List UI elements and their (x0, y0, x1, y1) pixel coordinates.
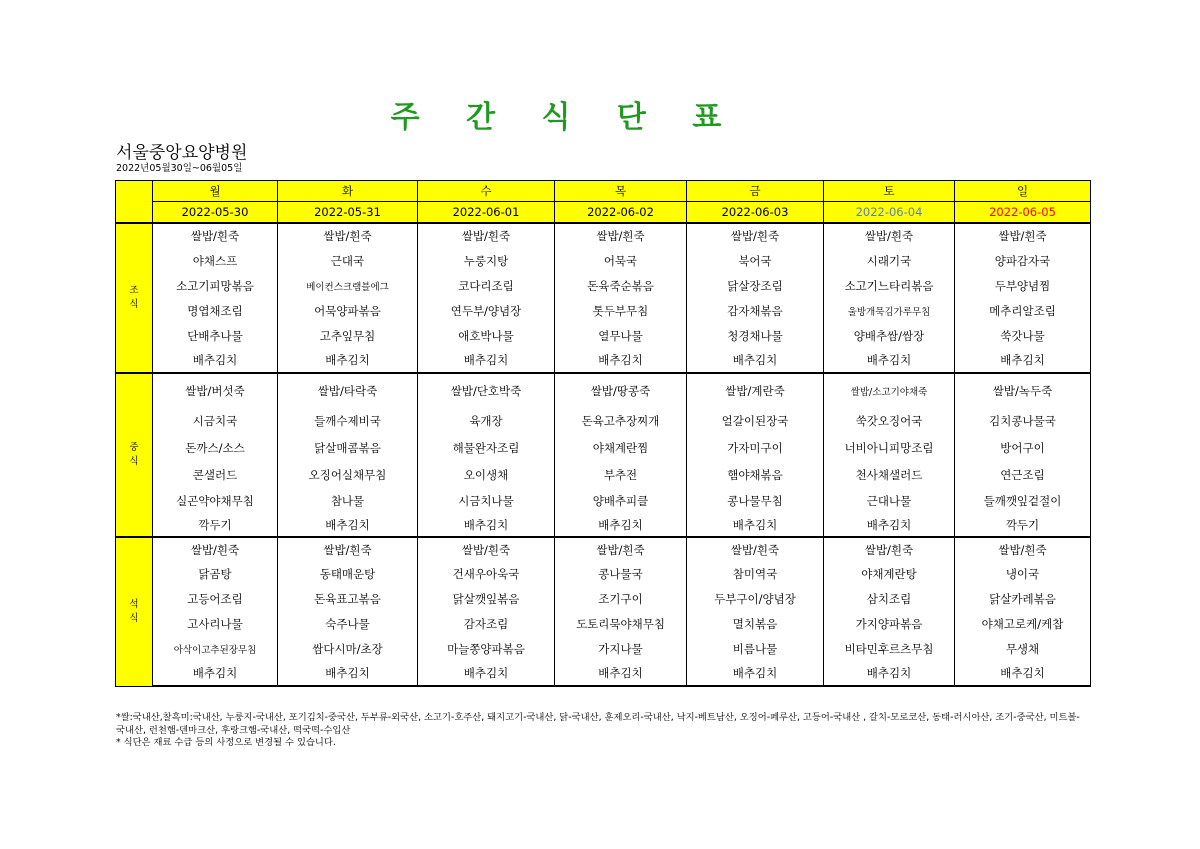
hospital-name: 서울중앙요양병원 (116, 143, 248, 163)
menu-item: 참나물 (278, 488, 418, 513)
date-header: 2022-06-05 (955, 202, 1091, 224)
menu-item: 조기구이 (555, 586, 687, 611)
dinner-row (116, 636, 1091, 661)
meal-label-char: 석 (129, 598, 139, 610)
page-title: 주 간 식 단 표 (390, 100, 740, 135)
day-header: 토 (824, 181, 955, 202)
menu-item: 연두부/양념장 (418, 298, 555, 323)
menu-item: 울방개묵김가루무침 (824, 298, 955, 323)
meal-label-char: 중 (129, 442, 139, 453)
meal-label-char: 식 (129, 456, 139, 467)
notes (116, 712, 1086, 750)
menu-item: 두부구이/양념장 (687, 586, 824, 611)
menu-item: 연근조림 (955, 461, 1091, 488)
menu-item: 톳두부무침 (555, 298, 687, 323)
day-header: 수 (418, 181, 555, 202)
menu-item: 단배추나물 (153, 323, 278, 348)
date-header: 2022-06-01 (418, 202, 555, 224)
date-header: 2022-05-31 (278, 202, 418, 224)
menu-item: 메추리알조림 (955, 298, 1091, 323)
menu-item: 햄야채볶음 (687, 461, 824, 488)
menu-item: 닭살매콤볶음 (278, 434, 418, 461)
menu-item: 육개장 (418, 407, 555, 434)
menu-item: 배추김치 (687, 661, 824, 686)
menu-item: 시금치나물 (418, 488, 555, 513)
lunch-row (116, 407, 1091, 434)
breakfast-row (116, 348, 1091, 373)
menu-item: 감자조림 (418, 611, 555, 636)
menu-item: 누룽지탕 (418, 248, 555, 273)
menu-item: 어묵양파볶음 (278, 298, 418, 323)
menu-item: 배추김치 (824, 661, 955, 686)
meal-label-char: 식 (129, 299, 139, 310)
menu-item: 동태매운탕 (278, 561, 418, 586)
menu-item: 근대국 (278, 248, 418, 273)
day-header: 화 (278, 181, 418, 202)
menu-item: 양배추피클 (555, 488, 687, 513)
menu-item: 쌀밥/흰죽 (555, 537, 687, 561)
menu-item: 쌀밥/흰죽 (955, 223, 1091, 248)
menu-item: 야채계란탕 (824, 561, 955, 586)
menu-item: 야채계란찜 (555, 434, 687, 461)
menu-item: 쌀밥/땅콩죽 (555, 373, 687, 407)
menu-item: 고추잎무침 (278, 323, 418, 348)
menu-item: 닭곰탕 (153, 561, 278, 586)
day-header: 금 (687, 181, 824, 202)
menu-item: 가지나물 (555, 636, 687, 661)
menu-item: 열무나물 (555, 323, 687, 348)
dinner-row (116, 611, 1091, 636)
menu-item: 숙주나물 (278, 611, 418, 636)
menu-item: 북어국 (687, 248, 824, 273)
menu-item: 시금치국 (153, 407, 278, 434)
meal-label-char: 조 (129, 285, 139, 296)
menu-item: 가자미구이 (687, 434, 824, 461)
day-header-row (116, 181, 1091, 202)
menu-item: 해물완자조림 (418, 434, 555, 461)
breakfast-label (116, 223, 153, 373)
menu-item: 배추김치 (278, 661, 418, 686)
menu-item: 아삭이고추된장무침 (153, 636, 278, 661)
menu-item: 쌀밥/흰죽 (824, 223, 955, 248)
menu-item: 쑥갓나물 (955, 323, 1091, 348)
header-corner (116, 202, 153, 224)
breakfast-row (116, 223, 1091, 248)
menu-item: 돈까스/소스 (153, 434, 278, 461)
menu-item: 닭살카레볶음 (955, 586, 1091, 611)
menu-item: 고등어조림 (153, 586, 278, 611)
menu-item: 방어구이 (955, 434, 1091, 461)
lunch-row (116, 461, 1091, 488)
date-header: 2022-06-02 (555, 202, 687, 224)
menu-item: 배추김치 (824, 513, 955, 537)
day-header: 목 (555, 181, 687, 202)
menu-item: 쌀밥/흰죽 (153, 537, 278, 561)
menu-item: 소고기피망볶음 (153, 273, 278, 298)
lunch-label (116, 373, 153, 537)
lunch-row (116, 488, 1091, 513)
menu-item: 배추김치 (687, 348, 824, 373)
menu-item: 베이컨스크램블에그 (278, 273, 418, 298)
dinner-row (116, 537, 1091, 561)
menu-item: 오이생채 (418, 461, 555, 488)
menu-item: 가지양파볶음 (824, 611, 955, 636)
menu-item: 애호박나물 (418, 323, 555, 348)
dinner-row (116, 586, 1091, 611)
menu-item: 시래기국 (824, 248, 955, 273)
dinner-label (116, 537, 153, 686)
menu-item: 냉이국 (955, 561, 1091, 586)
menu-item: 비름나물 (687, 636, 824, 661)
menu-item: 깍두기 (955, 513, 1091, 537)
menu-item: 부추전 (555, 461, 687, 488)
menu-item: 오징어실채무침 (278, 461, 418, 488)
menu-item: 배추김치 (418, 348, 555, 373)
menu-item: 콩나물국 (555, 561, 687, 586)
menu-item: 삼치조림 (824, 586, 955, 611)
menu-item: 쌀밥/흰죽 (687, 223, 824, 248)
date-header: 2022-06-04 (824, 202, 955, 224)
menu-item: 쌀밥/소고기야채죽 (824, 373, 955, 407)
lunch-row (116, 513, 1091, 537)
menu-item: 배추김치 (278, 513, 418, 537)
menu-item: 쌀밥/흰죽 (418, 537, 555, 561)
change-note: * 식단은 재료 수급 등의 사정으로 변경될 수 있습니다. (116, 737, 336, 748)
menu-item: 멸치볶음 (687, 611, 824, 636)
menu-item: 쌀밥/흰죽 (687, 537, 824, 561)
menu-item: 근대나물 (824, 488, 955, 513)
menu-item: 쌀밥/타락죽 (278, 373, 418, 407)
menu-item: 배추김치 (555, 513, 687, 537)
menu-item: 배추김치 (555, 661, 687, 686)
menu-item: 어묵국 (555, 248, 687, 273)
menu-item: 실곤약야채무침 (153, 488, 278, 513)
menu-item: 돈육고추장찌개 (555, 407, 687, 434)
header-corner (116, 181, 153, 202)
menu-item: 얼갈이된장국 (687, 407, 824, 434)
menu-item: 두부양념찜 (955, 273, 1091, 298)
breakfast-row (116, 323, 1091, 348)
menu-item: 콩나물무침 (687, 488, 824, 513)
menu-item: 참미역국 (687, 561, 824, 586)
breakfast-row (116, 248, 1091, 273)
menu-item: 쌀밥/흰죽 (418, 223, 555, 248)
menu-item: 쌀밥/흰죽 (153, 223, 278, 248)
menu-item: 깍두기 (153, 513, 278, 537)
date-header-row (116, 202, 1091, 224)
menu-item: 돈육표고볶음 (278, 586, 418, 611)
menu-item: 야채스프 (153, 248, 278, 273)
menu-item: 쌀밥/흰죽 (278, 537, 418, 561)
menu-item: 쌀밥/버섯죽 (153, 373, 278, 407)
menu-item: 돈육죽순볶음 (555, 273, 687, 298)
menu-item: 배추김치 (278, 348, 418, 373)
menu-item: 청경채나물 (687, 323, 824, 348)
dinner-row (116, 561, 1091, 586)
origin-note: *쌀:국내산,찰흑미:국내산, 누룽지-국내산, 포기김치-중국산, 두부류-외국산, 소고기-호주산, 돼지고기-국내산, 닭-국내산, 훈제오리-국내산, 낙지-베트남산, 오징어-페루산, 고등어-국내산 , 갈치-모로코산, 동태-러시아산, 조기-중국산, 미트볼-국내산, 런천햄-덴마크산, 후랑크햄-국내산, 떡국떡-수입산 (116, 712, 1080, 736)
day-header: 월 (153, 181, 278, 202)
breakfast-row (116, 298, 1091, 323)
menu-item: 쌀밥/녹두죽 (955, 373, 1091, 407)
menu-item: 쌀밥/계란죽 (687, 373, 824, 407)
menu-item: 쌀밥/흰죽 (555, 223, 687, 248)
menu-item: 쌀밥/흰죽 (824, 537, 955, 561)
menu-item: 배추김치 (824, 348, 955, 373)
menu-item: 배추김치 (153, 661, 278, 686)
menu-item: 비타민후르츠무침 (824, 636, 955, 661)
menu-item: 들깨깻잎겉절이 (955, 488, 1091, 513)
menu-item: 도토리묵야채무침 (555, 611, 687, 636)
menu-item: 양파감자국 (955, 248, 1091, 273)
menu-item: 쑥갓오징어국 (824, 407, 955, 434)
menu-item: 배추김치 (555, 348, 687, 373)
menu-item: 감자채볶음 (687, 298, 824, 323)
menu-item: 김치콩나물국 (955, 407, 1091, 434)
menu-item: 야채고로케/케찹 (955, 611, 1091, 636)
menu-item: 들깨수제비국 (278, 407, 418, 434)
menu-item: 천사채샐러드 (824, 461, 955, 488)
menu-item: 배추김치 (418, 513, 555, 537)
menu-item: 배추김치 (955, 348, 1091, 373)
menu-item: 소고기느타리볶음 (824, 273, 955, 298)
lunch-row (116, 373, 1091, 407)
day-header: 일 (955, 181, 1091, 202)
menu-item: 양배추쌈/쌈장 (824, 323, 955, 348)
menu-item: 배추김치 (418, 661, 555, 686)
breakfast-row (116, 273, 1091, 298)
menu-item: 배추김치 (687, 513, 824, 537)
dinner-row (116, 661, 1091, 686)
menu-item: 쌀밥/흰죽 (278, 223, 418, 248)
menu-item: 배추김치 (153, 348, 278, 373)
menu-item: 너비아니피망조림 (824, 434, 955, 461)
lunch-row (116, 434, 1091, 461)
menu-item: 고사리나물 (153, 611, 278, 636)
date-header: 2022-05-30 (153, 202, 278, 224)
menu-period: 2022년05월30일~06월05일 (116, 163, 243, 174)
menu-item: 명엽채조림 (153, 298, 278, 323)
menu-item: 무생채 (955, 636, 1091, 661)
menu-item: 건새우아욱국 (418, 561, 555, 586)
menu-item: 닭살장조림 (687, 273, 824, 298)
meal-label-char: 식 (129, 612, 139, 624)
menu-item: 마늘쫑양파볶음 (418, 636, 555, 661)
menu-item: 코다리조림 (418, 273, 555, 298)
menu-item: 콘샐러드 (153, 461, 278, 488)
menu-item: 쌀밥/단호박죽 (418, 373, 555, 407)
menu-item: 쌈다시마/초장 (278, 636, 418, 661)
date-header: 2022-06-03 (687, 202, 824, 224)
weekly-menu-table (115, 180, 1091, 687)
menu-item: 쌀밥/흰죽 (955, 537, 1091, 561)
menu-item: 배추김치 (955, 661, 1091, 686)
menu-item: 닭살깻잎볶음 (418, 586, 555, 611)
